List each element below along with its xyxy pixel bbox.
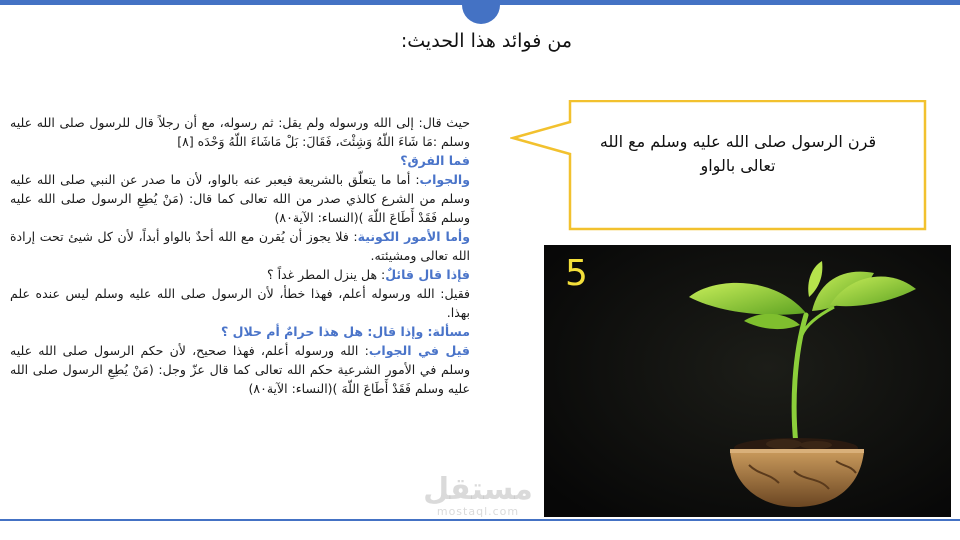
body-paragraph	[10, 322, 470, 341]
slide-number: 5	[565, 253, 588, 294]
sprout-photo	[544, 245, 951, 517]
body-phrase: : أما ما يتعلّق بالشريعة فيعبر عنه بالواو، لأن ما صدر عن النبي صلى الله عليه وسلم من الشرع كالذي صدر من الله تعالى كما قال: (مَنْ يُطِعِ الرسول صلى الله عليه وسلم فَقَدْ أَطَاعَ اللّهَ )(النساء: الآية٨٠)	[10, 172, 470, 225]
sprout-illustration	[544, 245, 951, 517]
body-phrase: فقيل: الله ورسوله أعلم، فهذا خطأ، لأن الرسول صلى الله عليه وسلم ليس عنده علم بهذا.	[10, 286, 470, 320]
highlighted-phrase: والجواب	[419, 172, 470, 187]
body-paragraph	[10, 265, 470, 284]
callout-text: قرن الرسول صلى الله عليه وسلم مع الله تعالى بالواو	[599, 132, 877, 175]
bottom-accent-bar	[0, 519, 960, 521]
top-accent-circle	[462, 0, 500, 24]
body-paragraph	[10, 284, 470, 322]
highlighted-phrase: وأما الأمور الكونية	[357, 229, 470, 244]
body-phrase: حيث قال: إلى الله ورسوله ولم يقل: ثم رسوله، مع أن رجلاً قال للرسول صلى الله عليه وسلم :مَا شَاءَ اللّهُ وَشِئْتَ، فَقَالَ: بَلْ مَاشَاءَ اللّهُ وَحْدَه [٨]	[10, 115, 470, 149]
body-text	[10, 113, 470, 398]
watermark-sub-text: mostaql.com	[436, 505, 520, 518]
body-paragraph	[10, 341, 470, 398]
body-phrase: : هل ينزل المطر غداً ؟	[267, 267, 386, 282]
highlighted-phrase: فما الفرق؟	[400, 153, 470, 168]
body-paragraph	[10, 151, 470, 170]
body-paragraph	[10, 113, 470, 151]
body-paragraph	[10, 227, 470, 265]
highlighted-phrase: فإذا قال قائلٌ	[385, 267, 470, 282]
watermark-logo	[412, 474, 544, 518]
speech-callout	[510, 100, 930, 232]
slide-title: من فوائد هذا الحديث:	[400, 30, 572, 52]
body-paragraph	[10, 170, 470, 227]
body-phrase: : فلا يجوز أن يُقرن مع الله أحدٌ بالواو أبداً، لأن كل شيئ تحت إرادة الله تعالى ومشيئته.	[10, 229, 470, 263]
body-phrase: : الله ورسوله أعلم، فهذا صحيح، لأن حكم الرسول صلى الله عليه وسلم في الأمور الشرعية حكم الله تعالى كما قال عزّ وجل: (مَنْ يُطِعِ الرسول صلى الله عليه وسلم فَقَدْ أَطَاعَ اللّهَ )(النساء: الآية٨٠)	[10, 343, 470, 396]
highlighted-phrase: قيل في الجواب	[368, 343, 470, 358]
watermark-main-text: مستقل	[423, 472, 533, 507]
highlighted-phrase: مسألة: وإذا قال: هل هذا حرامٌ أم حلال ؟	[221, 324, 470, 339]
